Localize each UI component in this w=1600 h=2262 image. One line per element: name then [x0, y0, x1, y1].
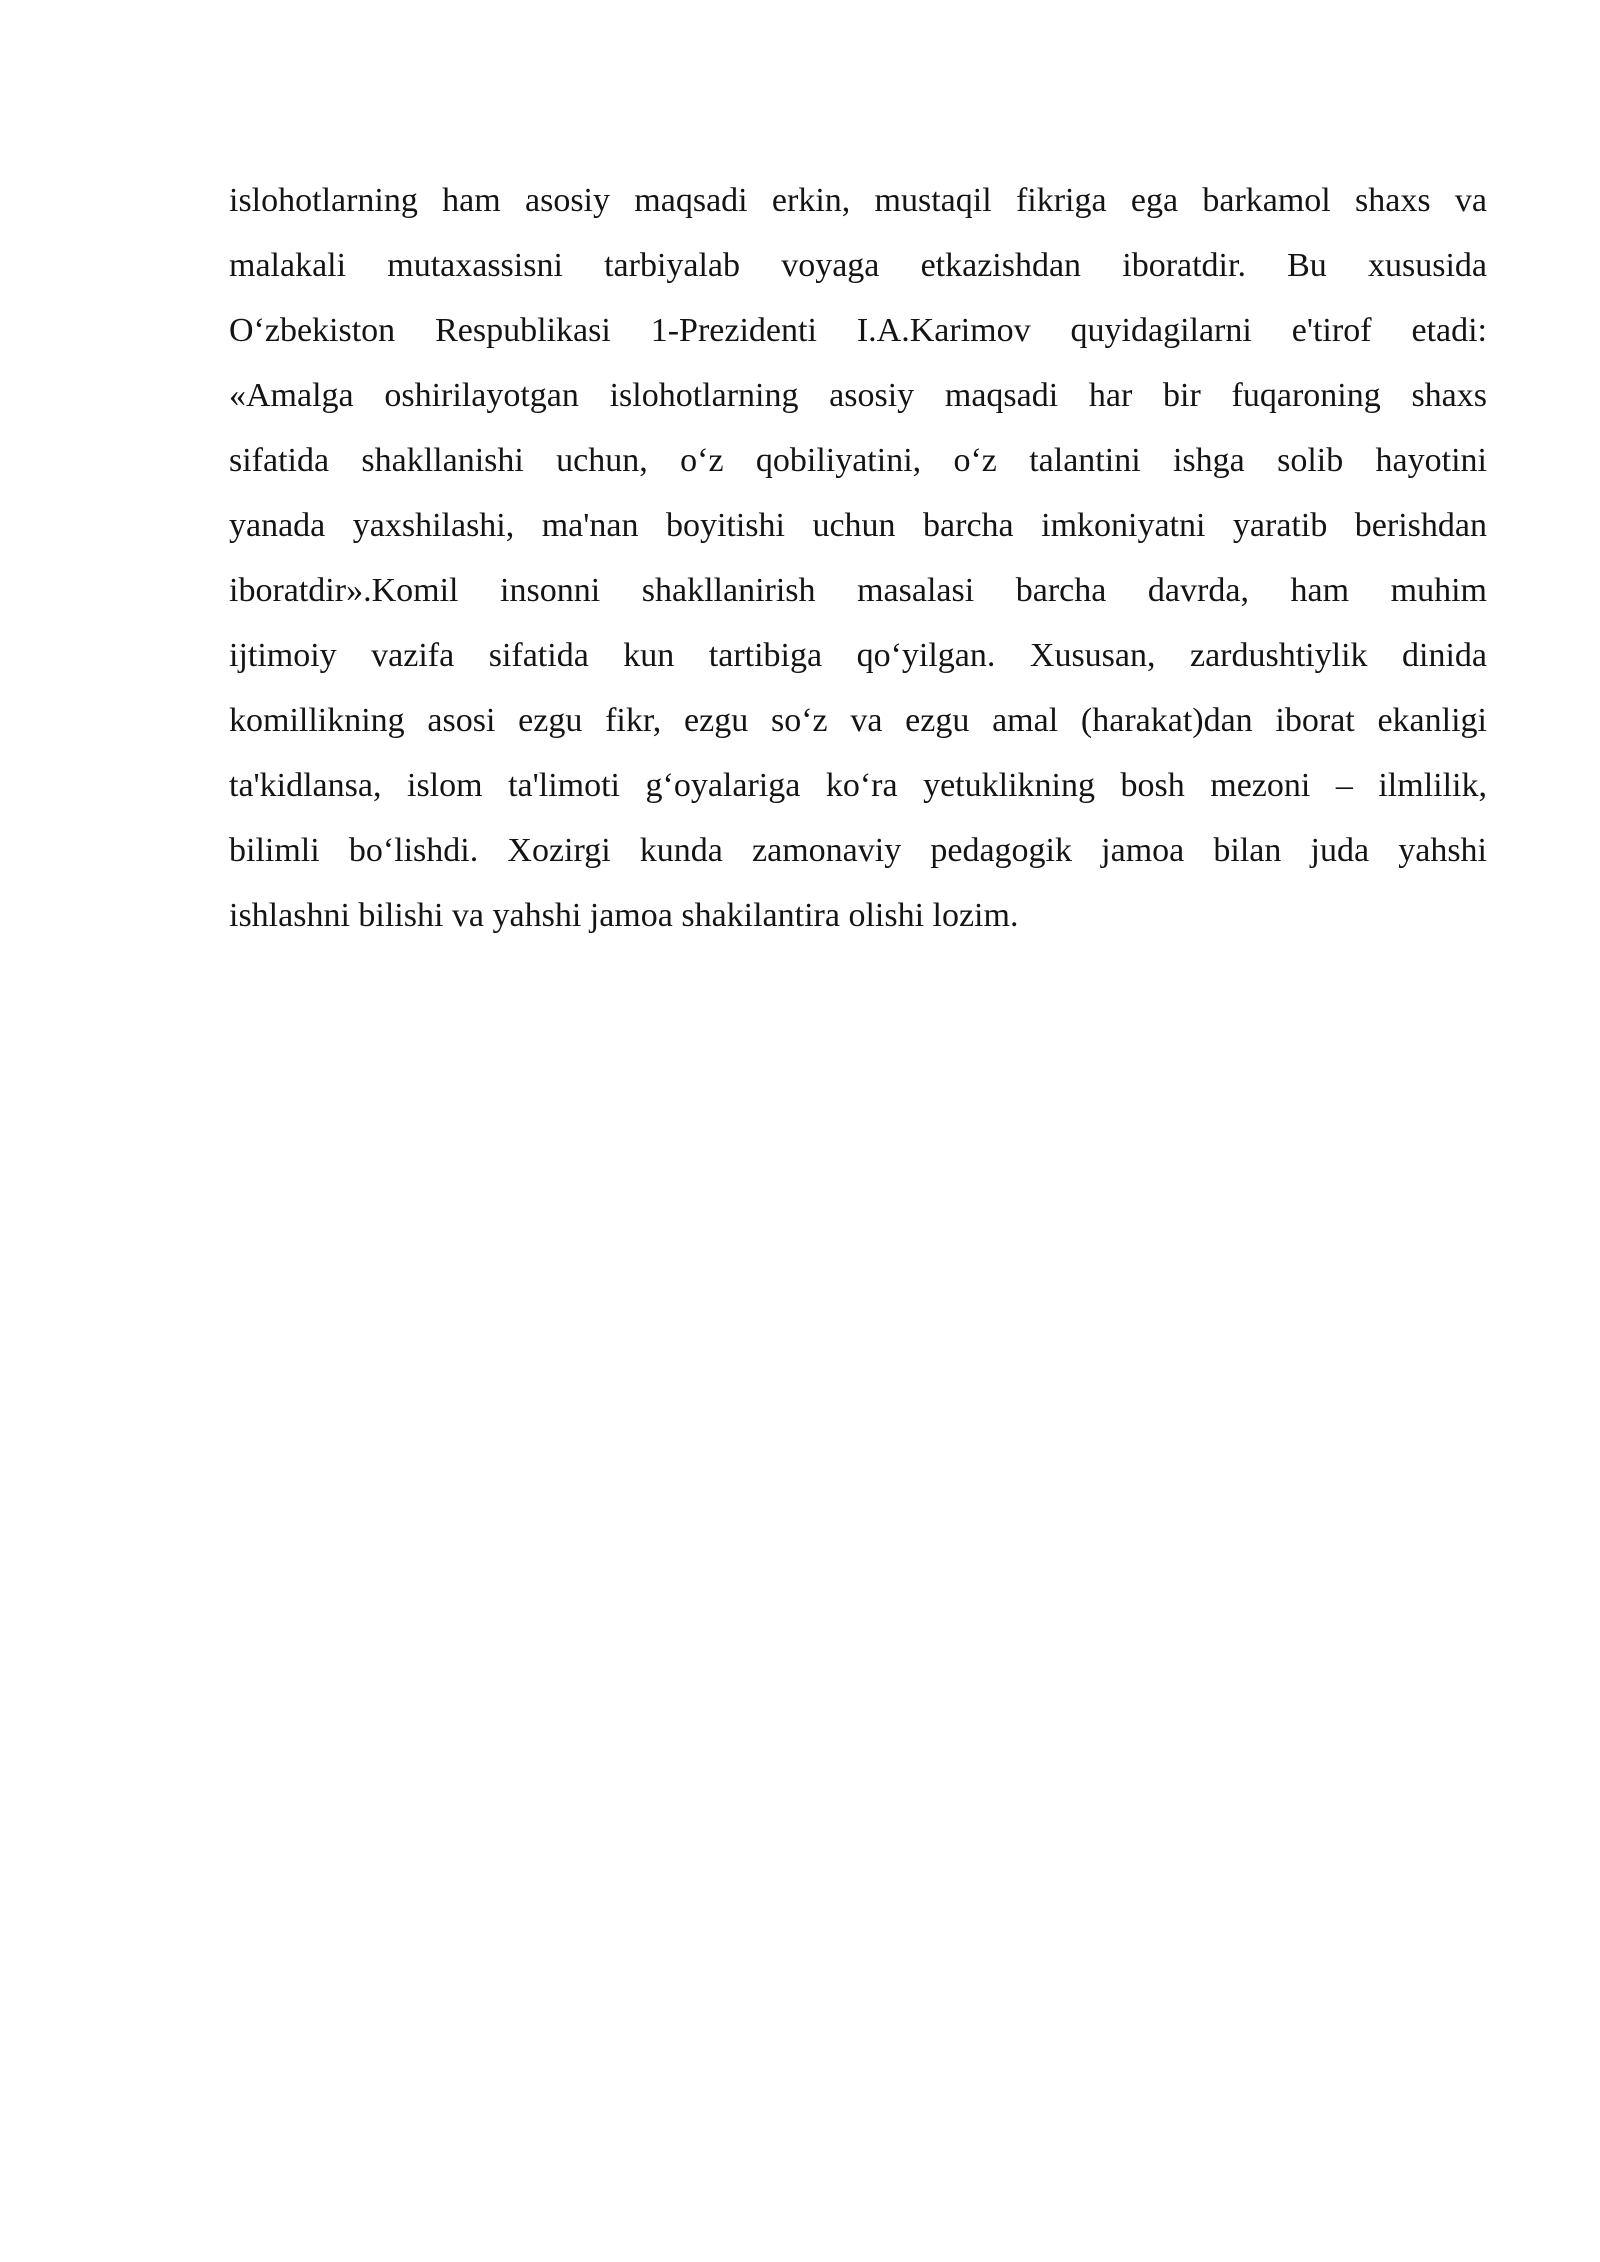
paragraph-line: malakali mutaxassisni tarbiyalab voyaga etkazishdan iboratdir. Bu xususida — [229, 247, 1487, 284]
paragraph-line: islohotlarning ham asosiy maqsadi erkin, mustaqil fikriga ega barkamol shaxs va — [229, 182, 1487, 219]
paragraph-line: yanada yaxshilashi, ma'nan boyitishi uchun barcha imkoniyatni yaratib berishdan — [229, 507, 1487, 544]
paragraph-line: iboratdir».Komil insonni shakllanirish masalasi barcha davrda, ham muhim — [229, 572, 1487, 609]
paragraph-line: komillikning asosi ezgu fikr, ezgu so‘z va ezgu amal (harakat)dan iborat ekanligi — [229, 702, 1487, 739]
paragraph-line: ta'kidlansa, islom ta'limoti g‘oyalariga ko‘ra yetuklikning bosh mezoni – ilmlilik, — [229, 767, 1487, 804]
paragraph-line: bilimli bo‘lishdi. Xozirgi kunda zamonaviy pedagogik jamoa bilan juda yahshi — [229, 832, 1487, 869]
paragraph-line: «Amalga oshirilayotgan islohotlarning asosiy maqsadi har bir fuqaroning shaxs — [229, 377, 1487, 414]
paragraph-line-last: ishlashni bilishi va yahshi jamoa shakilantira olishi lozim. — [229, 897, 1019, 934]
paragraph-line: ijtimoiy vazifa sifatida kun tartibiga qo‘yilgan. Xususan, zardushtiylik dinida — [229, 637, 1487, 674]
paragraph-line: O‘zbekiston Respublikasi 1-Prezidenti I.A.Karimov quyidagilarni e'tirof etadi: — [229, 312, 1487, 349]
body-paragraph — [229, 168, 1487, 948]
paragraph-line: sifatida shakllanishi uchun, o‘z qobiliyatini, o‘z talantini ishga solib hayotini — [229, 442, 1487, 479]
